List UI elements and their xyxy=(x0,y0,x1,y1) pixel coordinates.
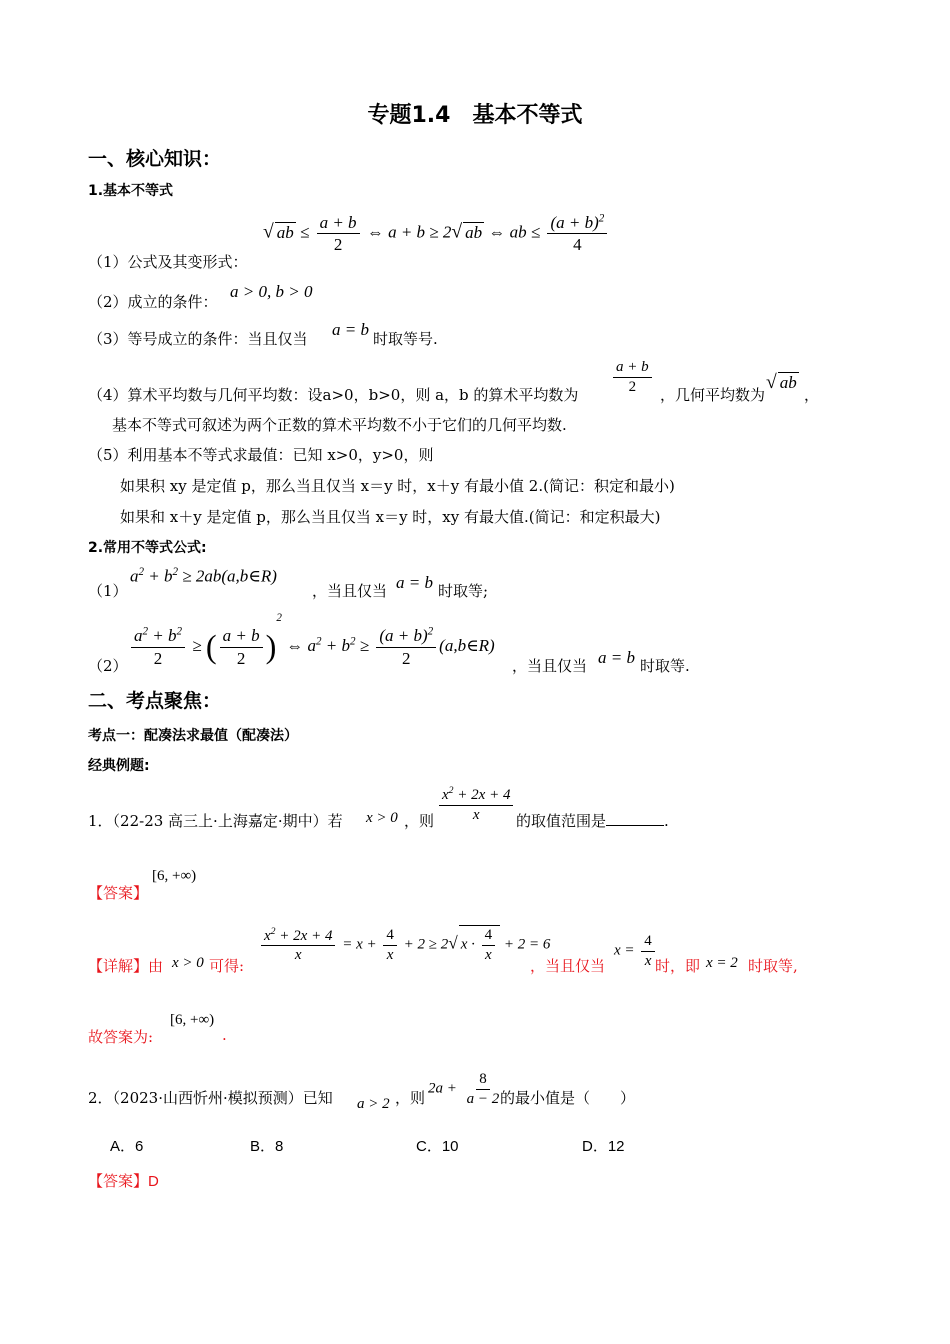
detail-1-b: 可得: xyxy=(209,957,245,975)
item-5-line3: 如果和 x＋y 是定值 p，那么当且仅当 x＝y 时，xy 有最大值.(简记：和定积最大) xyxy=(120,508,661,526)
item-1-label: （1）公式及其变形式： xyxy=(88,253,248,271)
option-b[interactable]: B．8 xyxy=(250,1138,284,1155)
question-1-suffix-text: 的取值范围是 xyxy=(516,812,607,830)
geometric-mean-sqrt: √ ab xyxy=(766,372,797,393)
item-2-label: （2）成立的条件： xyxy=(88,293,218,311)
item-5-line2: 如果积 xy 是定值 p，那么当且仅当 x＝y 时，x＋y 有最小值 2.(简记：积定和最小) xyxy=(120,477,675,495)
common-2-aeqb: a = b xyxy=(598,648,635,667)
page-title: 专题1.4 基本不等式 xyxy=(367,103,583,128)
detail-1-f: 时取等, xyxy=(748,957,798,975)
detail-1-tag: 【详解】 xyxy=(88,957,149,975)
detail-1-d: 时，即 xyxy=(655,957,701,975)
answer-2-value: D xyxy=(148,1173,159,1190)
question-2-expression: 2a + $\frac{8}{a - 2}$ xyxy=(428,1071,500,1107)
option-a[interactable]: A．6 xyxy=(110,1138,144,1155)
detail-1-prefix xyxy=(88,955,163,976)
common-formula-2: $\frac{a^2 + b^2}{2}$ ≥ ( $\frac{a + b}{2}$ )$^2$ ⇔ $a^2 + b^2$ ≥ $\frac{(a + b)^2}{2}$ (a,b∈R) xyxy=(128,612,495,669)
common-1-domain: (a,b∈R) xyxy=(221,566,277,586)
question-1-expression: $\frac{x^2 + 2x + 4}{x}$ xyxy=(436,785,516,825)
common-2-label: （2） xyxy=(88,657,128,675)
common-1-label: （1） xyxy=(88,582,128,600)
item-4-part-b: a>0，b>0，则 a，b 的算术平均数为 xyxy=(322,386,579,404)
item-5-line1: （5）利用基本不等式求最值：已知 x>0，y>0，则 xyxy=(88,446,434,464)
final-answer-value: [6, +∞) xyxy=(170,1012,215,1028)
section-heading-core-knowledge: 一、核心知识： xyxy=(88,148,222,170)
question-1-mid: ，则 xyxy=(404,812,435,830)
detail-1-condition: x > 0 xyxy=(172,955,204,971)
question-2-prefix: 2．（2023·山西忻州·模拟预测）已知 xyxy=(88,1089,333,1107)
detail-1-e: x = 2 xyxy=(706,955,738,971)
common-2-tail-b: 时取等. xyxy=(640,657,690,675)
section-heading-key-points: 二、考点聚焦： xyxy=(88,690,222,712)
item-4-part-d: ， xyxy=(804,386,820,404)
answer-2-line xyxy=(88,1170,159,1191)
common-2-tail-a: ，当且仅当 xyxy=(512,657,588,675)
answer-1-tag: 【答案】 xyxy=(88,884,149,902)
examples-label: 经典例题: xyxy=(88,758,150,774)
equality-condition-math: a = b xyxy=(332,320,369,339)
item-4-line2: 基本不等式可叙述为两个正数的算术平均数不小于它们的几何平均数. xyxy=(112,416,567,434)
basic-inequality-formula: √ ab ≤ $\frac{a + b}{2}$ ⇔ a + b ≥ 2√ ab ⇔ ab ≤ $\frac{(a + b)^2}{4}$ xyxy=(263,212,610,256)
item-4-text-a xyxy=(88,384,578,405)
common-1-tail-a: ，当且仅当 xyxy=(312,582,388,600)
detail-1-derivation: $\frac{x^2 + 2x + 4}{x}$ = x + $\frac{4}{x}$ + 2 ≥ 2√ x · $\frac{4}{x}$ + 2 = 6 xyxy=(258,925,550,965)
detail-1-c: ，当且仅当 xyxy=(530,957,606,975)
question-1-end: . xyxy=(664,812,669,830)
answer-blank[interactable] xyxy=(606,811,664,826)
item-4-part-c: ，几何平均数为 xyxy=(660,386,766,404)
condition-math: a > 0, b > 0 xyxy=(230,282,313,301)
question-1-condition: x > 0 xyxy=(366,810,398,826)
question-1-prefix: 1．（22-23 高三上·上海嘉定·期中）若 xyxy=(88,812,343,830)
common-1-aeqb: a = b xyxy=(396,573,433,592)
common-formula-1: $a^2 + b^2$ ≥ 2ab(a,b∈R) xyxy=(130,566,277,586)
item-3-tail: 时取等号. xyxy=(373,330,438,348)
final-answer-end: . xyxy=(222,1026,227,1044)
detail-1-a: 由 xyxy=(148,957,164,975)
answer-2-tag: 【答案】 xyxy=(88,1172,149,1190)
item-4-part-a: （4）算术平均数与几何平均数：设 xyxy=(88,386,323,404)
common-2-domain: (a,b∈R) xyxy=(439,636,495,655)
question-2-mid: ，则 xyxy=(395,1089,426,1107)
final-answer-label: 故答案为: xyxy=(88,1028,154,1046)
subheading-common-formulas: 2.常用不等式公式: xyxy=(88,540,207,556)
question-1-suffix xyxy=(516,810,669,831)
option-c[interactable]: C．10 xyxy=(416,1138,459,1155)
arithmetic-mean-fraction: $\frac{a + b}{2}$ xyxy=(610,358,655,397)
question-2-suffix: 的最小值是（ ） xyxy=(500,1089,636,1107)
answer-1-value: [6, +∞) xyxy=(152,868,197,884)
common-1-tail-b: 时取等; xyxy=(438,582,489,600)
key-point-1-heading: 考点一：配凑法求最值（配凑法） xyxy=(88,728,298,744)
subheading-basic-inequality: 1.基本不等式 xyxy=(88,183,174,199)
option-d[interactable]: D．12 xyxy=(582,1138,625,1155)
detail-1-equality: x = $\frac{4}{x}$ xyxy=(614,932,658,971)
question-2-condition: a > 2 xyxy=(357,1096,390,1112)
item-3-label: （3）等号成立的条件：当且仅当 xyxy=(88,330,308,348)
